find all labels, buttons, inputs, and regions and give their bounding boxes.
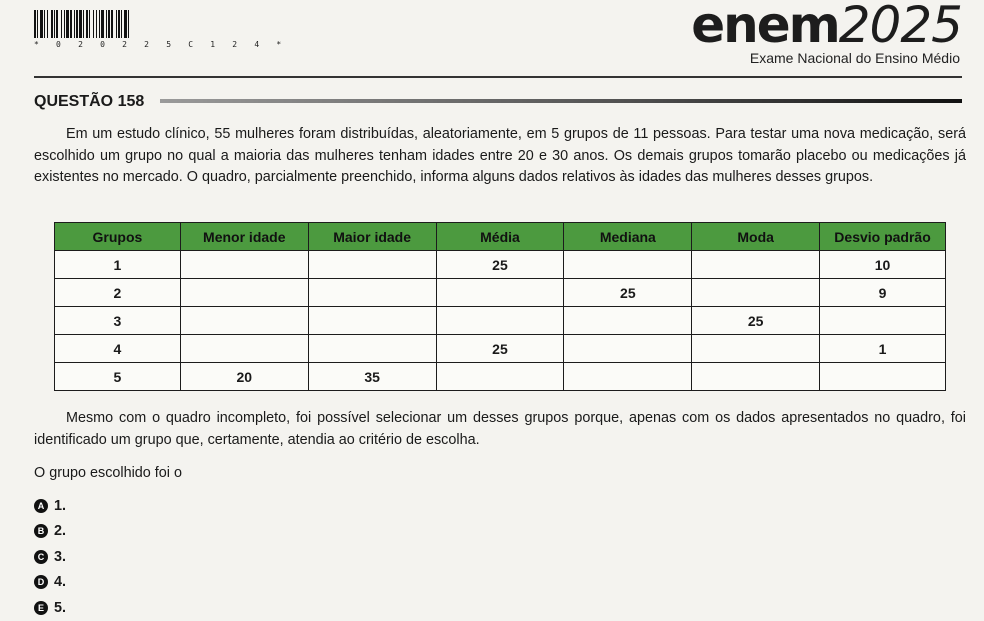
option-d-text: 4.	[54, 574, 67, 591]
option-d[interactable]	[34, 570, 66, 596]
question-followup-text: Mesmo com o quadro incompleto, foi possível selecionar um desses grupos porque, apenas com os dados apresentados no quadro, foi identificado um grupo que, certamente, atendia ao critério de escolha.	[34, 410, 966, 448]
question-title: QUESTÃO 158	[34, 93, 145, 110]
logo-subtitle: Exame Nacional do Ensino Médio	[749, 50, 960, 66]
option-a[interactable]	[34, 493, 66, 519]
table-cell: 1	[55, 251, 181, 279]
header-divider	[34, 76, 962, 78]
option-b-text: 2.	[54, 523, 67, 540]
table-row	[55, 307, 946, 335]
table-cell: 25	[564, 279, 692, 307]
option-c-letter-icon: C	[34, 550, 48, 564]
table-cell: 25	[436, 251, 564, 279]
question-title-rule	[160, 99, 962, 103]
table-cell	[308, 279, 436, 307]
option-c-text: 3.	[54, 548, 67, 565]
table-row	[55, 335, 946, 363]
logo-brand: enem	[691, 0, 839, 54]
table-cell: 4	[55, 335, 181, 363]
table-cell: 3	[55, 307, 181, 335]
barcode-bar	[129, 10, 131, 38]
age-data-table	[54, 222, 946, 391]
table-cell	[308, 335, 436, 363]
table-cell	[692, 335, 820, 363]
question-prompt: O grupo escolhido foi o	[34, 465, 182, 481]
table-cell: 10	[820, 251, 946, 279]
col-header-maior-idade: Maior idade	[308, 223, 436, 251]
table-cell: 25	[436, 335, 564, 363]
table-cell	[564, 363, 692, 391]
table-header-row	[55, 223, 946, 251]
table-cell	[436, 307, 564, 335]
col-header-media: Média	[436, 223, 564, 251]
option-a-text: 1.	[54, 497, 67, 514]
option-b[interactable]	[34, 519, 66, 545]
table-cell: 1	[820, 335, 946, 363]
table-cell	[308, 251, 436, 279]
question-intro	[34, 124, 966, 189]
table-cell	[564, 307, 692, 335]
table-cell	[180, 279, 308, 307]
option-e-text: 5.	[54, 599, 67, 616]
table-cell	[180, 307, 308, 335]
col-header-menor-idade: Menor idade	[180, 223, 308, 251]
table-row	[55, 251, 946, 279]
option-c[interactable]	[34, 544, 66, 570]
table-row	[55, 363, 946, 391]
table-row	[55, 279, 946, 307]
table-cell: 25	[692, 307, 820, 335]
barcode	[34, 10, 288, 49]
table-cell	[820, 307, 946, 335]
table-cell	[692, 279, 820, 307]
col-header-desvio-padrao: Desvio padrão	[820, 223, 946, 251]
table-cell: 35	[308, 363, 436, 391]
table-cell	[180, 335, 308, 363]
col-header-grupos: Grupos	[55, 223, 181, 251]
col-header-moda: Moda	[692, 223, 820, 251]
barcode-bars	[34, 10, 248, 38]
table-cell: 5	[55, 363, 181, 391]
logo-wordmark	[691, 0, 962, 54]
option-d-letter-icon: D	[34, 575, 48, 589]
table-cell	[692, 251, 820, 279]
table-cell	[564, 251, 692, 279]
table-cell	[564, 335, 692, 363]
barcode-digits: * 0 2 0 2 2 5 C 1 2 4 *	[34, 40, 288, 49]
question-intro-text: Em um estudo clínico, 55 mulheres foram distribuídas, aleatoriamente, em 5 grupos de 11 pessoas. Para testar uma nova medicação, será escolhido um grupo no qual a maioria das mulheres tenham idades entre 20 e 30 anos. Os demais grupos tomarão placebo ou medicações já existentes no mercado. O quadro, parcialmente preenchido, informa alguns dados relativos às idades das mulheres desses grupos.	[34, 126, 966, 185]
question-followup	[34, 408, 966, 451]
table-cell	[180, 251, 308, 279]
col-header-mediana: Mediana	[564, 223, 692, 251]
option-b-letter-icon: B	[34, 524, 48, 538]
table-cell	[436, 363, 564, 391]
table-cell	[820, 363, 946, 391]
table-cell	[692, 363, 820, 391]
table-cell	[308, 307, 436, 335]
option-e-letter-icon: E	[34, 601, 48, 615]
table-cell	[436, 279, 564, 307]
table-cell: 9	[820, 279, 946, 307]
table-cell: 20	[180, 363, 308, 391]
table-cell: 2	[55, 279, 181, 307]
enem-logo	[691, 0, 962, 66]
answer-options	[34, 493, 66, 621]
logo-year: 2025	[838, 0, 962, 54]
option-a-letter-icon: A	[34, 499, 48, 513]
